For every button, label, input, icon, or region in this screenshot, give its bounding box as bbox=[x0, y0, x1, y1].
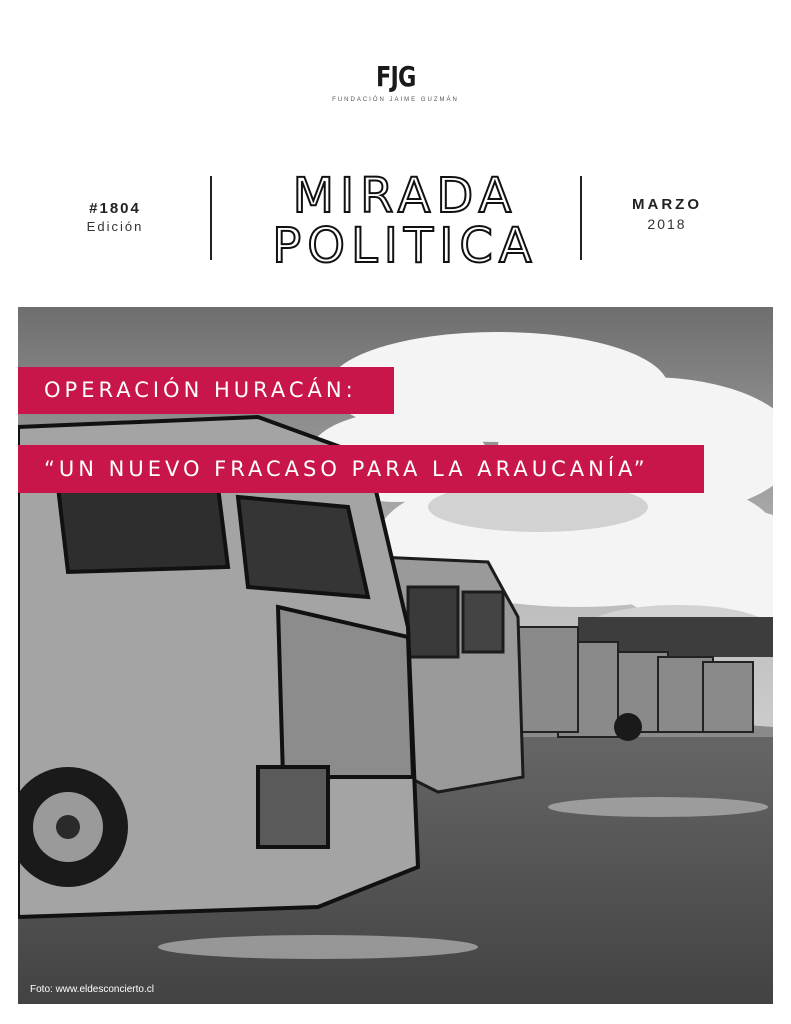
edition-number: #1804 bbox=[89, 200, 141, 217]
logo-mark: FJG bbox=[375, 60, 416, 93]
divider-right bbox=[580, 176, 582, 260]
title-line-1: MIRADA bbox=[292, 168, 518, 224]
divider-left bbox=[210, 176, 212, 260]
subheadline-banner: “UN NUEVO FRACASO PARA LA ARAUCANÍA” bbox=[18, 445, 704, 493]
photo-credit: Foto: www.eldesconcierto.cl bbox=[30, 984, 154, 995]
logo-subtitle: FUNDACIÓN JAIME GUZMÁN bbox=[332, 97, 459, 103]
magazine-title bbox=[240, 162, 570, 272]
foundation-logo bbox=[0, 60, 791, 103]
issue-month: MARZO bbox=[632, 196, 702, 213]
edition-block bbox=[60, 200, 170, 234]
title-line-2: POLITICA bbox=[272, 218, 538, 272]
issue-year: 2018 bbox=[647, 216, 687, 232]
edition-label: Edición bbox=[86, 219, 144, 234]
date-block bbox=[612, 196, 722, 232]
headline-banner: OPERACIÓN HURACÁN: bbox=[18, 367, 394, 414]
